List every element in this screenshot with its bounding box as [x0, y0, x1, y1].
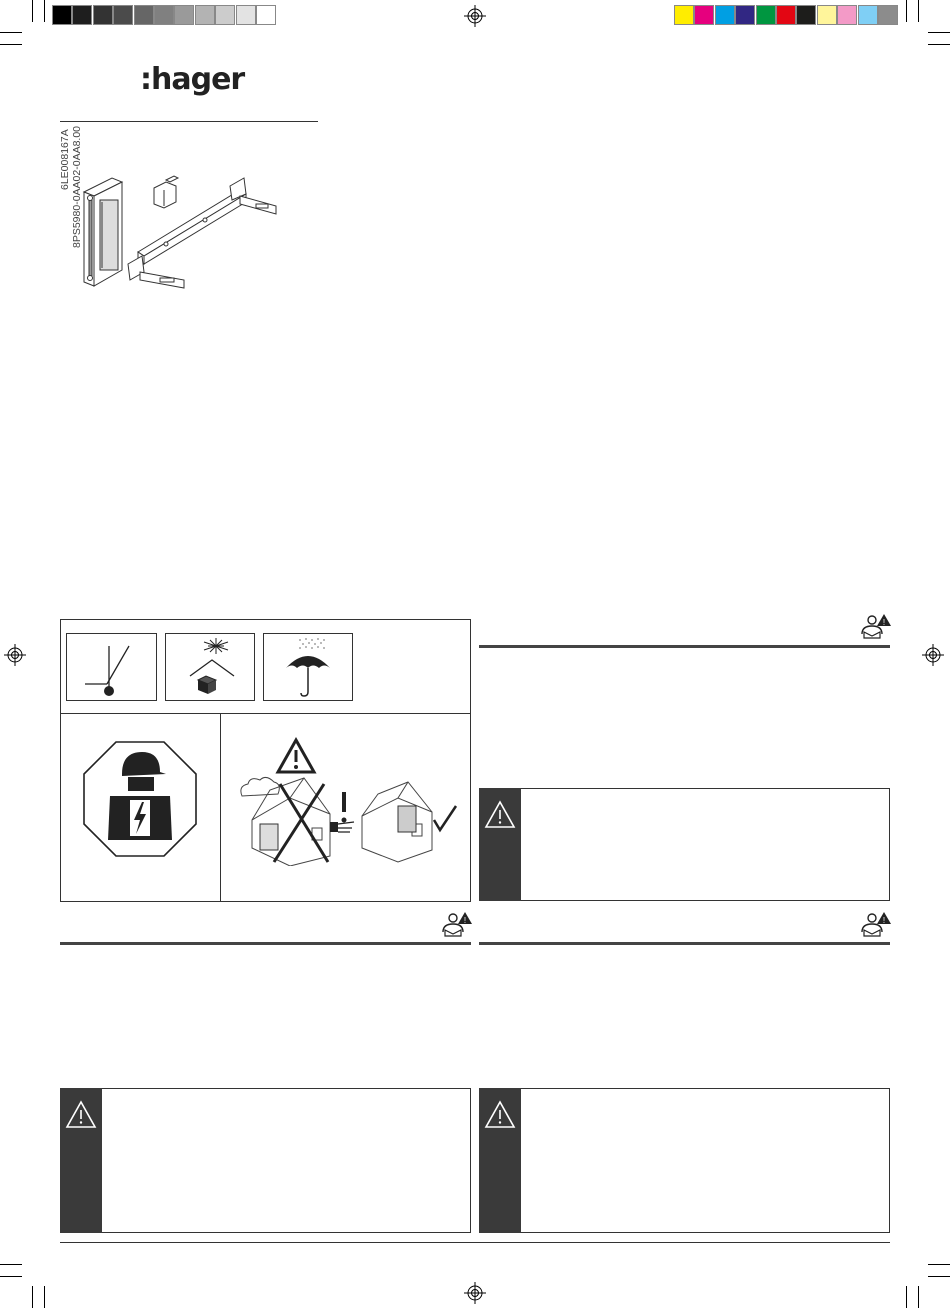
gray-scale-bar	[52, 0, 276, 26]
warning-triangle-icon	[484, 1100, 516, 1130]
reader-warning-icon	[860, 612, 892, 640]
svg-text:!: !	[882, 916, 886, 925]
reader-warning-icon	[441, 910, 473, 938]
section-rule	[60, 942, 471, 945]
color-swatch	[113, 5, 133, 25]
thermometer-icon	[67, 634, 156, 700]
crop-mark	[906, 1286, 907, 1308]
crop-mark	[44, 0, 45, 22]
color-swatch	[215, 5, 235, 25]
crop-mark	[918, 0, 919, 22]
product-illustration	[80, 168, 285, 293]
color-swatch	[93, 5, 113, 25]
crop-mark	[928, 1264, 950, 1265]
crop-mark	[0, 1276, 22, 1277]
indoor-installation-only-icon	[234, 736, 462, 866]
temperature-icon-box	[66, 633, 157, 701]
svg-text:!: !	[463, 916, 467, 925]
qualified-electrician-icon	[82, 740, 198, 858]
registration-mark-bottom	[464, 1282, 486, 1304]
crop-mark	[0, 1264, 22, 1265]
color-swatch	[256, 5, 276, 25]
section-rule	[479, 645, 890, 648]
crop-mark	[32, 0, 33, 22]
color-swatch	[236, 5, 256, 25]
warning-triangle-icon	[484, 800, 516, 830]
color-swatch	[72, 5, 92, 25]
reader-warning-icon	[860, 910, 892, 938]
protect-from-rain-icon	[264, 634, 352, 700]
color-swatch	[817, 5, 837, 25]
color-swatch	[134, 5, 154, 25]
warning-box-right-top	[479, 788, 890, 901]
color-swatch	[858, 5, 878, 25]
crop-mark	[928, 1276, 950, 1277]
panel-divider-horizontal	[60, 713, 471, 714]
crop-mark	[0, 32, 22, 33]
color-swatch	[715, 5, 735, 25]
color-swatch	[52, 5, 72, 25]
crop-mark	[928, 44, 950, 45]
color-swatch	[878, 5, 898, 25]
crop-mark	[906, 0, 907, 22]
sunlight-icon-box	[165, 633, 255, 701]
crop-mark	[918, 1286, 919, 1308]
color-swatch	[735, 5, 755, 25]
no-direct-sunlight-icon	[166, 634, 254, 700]
document-code-1: 6LE008167A	[59, 129, 71, 190]
color-swatch	[154, 5, 174, 25]
registration-mark-left	[4, 644, 26, 666]
warning-box-left-bottom	[60, 1088, 471, 1233]
footer-rule	[60, 1242, 890, 1243]
crop-mark	[44, 1286, 45, 1308]
document-code-2: 8PS5980-0AA02-0AA8.00	[71, 125, 83, 248]
warning-triangle-icon	[65, 1100, 97, 1130]
color-swatch	[776, 5, 796, 25]
hager-logo: :hager	[140, 62, 245, 97]
color-swatch	[674, 5, 694, 25]
panel-divider-vertical	[220, 713, 221, 902]
rain-icon-box	[263, 633, 353, 701]
color-scale-bar	[674, 0, 898, 26]
color-swatch	[837, 5, 857, 25]
crop-mark	[928, 32, 950, 33]
color-swatch	[756, 5, 776, 25]
color-swatch	[195, 5, 215, 25]
color-swatch	[694, 5, 714, 25]
registration-mark-top	[464, 5, 486, 27]
warning-box-right-bottom	[479, 1088, 890, 1233]
registration-mark-right	[922, 644, 944, 666]
crop-mark	[0, 44, 22, 45]
crop-mark	[32, 1286, 33, 1308]
header-rule	[60, 121, 318, 122]
section-rule	[479, 942, 890, 945]
svg-text:!: !	[882, 618, 886, 627]
color-swatch	[174, 5, 194, 25]
color-swatch	[796, 5, 816, 25]
